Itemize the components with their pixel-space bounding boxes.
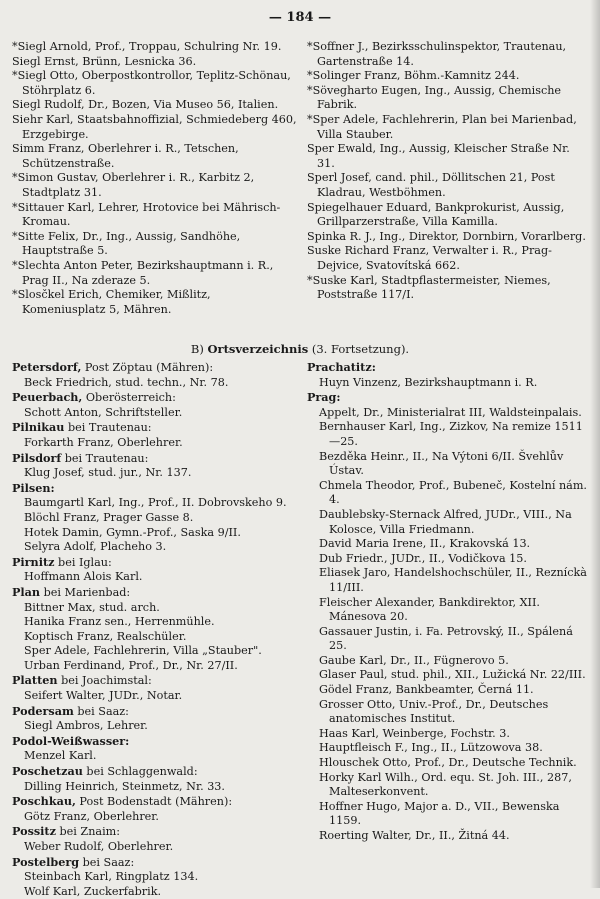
- place-note: Post Zöptau (Mähren):: [84, 361, 214, 374]
- place-note: bei Schlaggenwald:: [86, 765, 198, 779]
- member-entry: Siehr Karl, Staatsbahnoffizial, Schmiedeberg 460, Erzgebirge.: [12, 112, 297, 141]
- member-entry: *Sövegharto Eugen, Ing., Aussig, Chemische Fabrik.: [307, 83, 562, 112]
- resident-entry: Gassauer Justin, i. Fa. Petrovský, II., Spálená 25.: [319, 624, 573, 653]
- resident-entry: Selyra Adolf, Placheho 3.: [24, 540, 167, 554]
- place-name: Possitz: [12, 824, 56, 839]
- place-note: bei Trautenau:: [64, 451, 149, 465]
- member-entry: *Soffner J., Bezirksschulinspektor, Trautenau, Gartenstraße 14.: [307, 40, 567, 68]
- member-list-left: [12, 40, 297, 317]
- place-name: Pirnitz: [12, 554, 55, 569]
- member-entry: *Siegl Arnold, Prof., Troppau, Schulring Nr. 19.: [12, 40, 282, 53]
- resident-entry: Bezděka Heinr., II., Na Výtoni 6/II. Švehlův Ústav.: [319, 449, 564, 478]
- resident-entry: Hoffmann Alois Karl.: [24, 570, 143, 584]
- place-name: Plan: [12, 584, 41, 599]
- resident-entry: Sper Adele, Fachlehrerin, Villa „Stauber".: [24, 644, 262, 658]
- place-heading: [12, 390, 297, 406]
- resident-entry: Bernhauser Karl, Ing., Zizkov, Na remize 1511—25.: [319, 420, 583, 448]
- place-name: Pilsdorf: [12, 450, 62, 465]
- resident-entry: Gaube Karl, Dr., II., Fügnerovo 5.: [319, 653, 509, 667]
- place-index-right: [307, 360, 587, 844]
- place-name: Platten: [12, 673, 58, 688]
- resident-entry: Grosser Otto, Univ.-Prof., Dr., Deutsches anatomisches Institut.: [319, 697, 549, 726]
- resident-entry: Hauptfleisch F., Ing., II., Lützowova 38.: [319, 741, 543, 755]
- resident-entry: Klug Josef, stud. jur., Nr. 137.: [24, 466, 192, 480]
- place-heading: [12, 794, 297, 810]
- resident-entry: Horky Karl Wilh., Ord. equ. St. Joh. III., 287, Malteserkonvent.: [319, 770, 572, 799]
- member-entry: Spiegelhauer Eduard, Bankprokurist, Aussig, Grillparzerstraße, Villa Kamilla.: [307, 200, 565, 229]
- resident-entry: David Maria Irene, II., Krakovská 13.: [319, 537, 531, 551]
- place-note: bei Marienbad:: [43, 585, 131, 599]
- member-entry: *Slechta Anton Peter, Bezirkshauptmann i. R., Prag II., Na zderaze 5.: [12, 258, 274, 287]
- place-note: Oberösterreich:: [85, 391, 176, 405]
- resident-entry: Hanika Franz sen., Herrenmühle.: [24, 615, 215, 629]
- place-name: Postelberg: [12, 854, 80, 869]
- member-entry: *Sittauer Karl, Lehrer, Hrotovice bei Mährisch-Kromau.: [12, 200, 281, 229]
- place-note: bei Joachimstal:: [61, 674, 152, 688]
- resident-entry: Hlouschek Otto, Prof., Dr., Deutsche Technik.: [319, 756, 577, 770]
- place-heading: [12, 360, 297, 376]
- place-name: Podol-Weißwasser:: [12, 733, 130, 748]
- member-entry: *Slosčkel Erich, Chemiker, Mißlitz, Komeniusplatz 5, Mähren.: [12, 288, 211, 316]
- member-entry: Sperl Josef, cand. phil., Döllitschen 21, Post Kladrau, Westböhmen.: [307, 171, 555, 199]
- resident-entry: Roerting Walter, Dr., II., Žitná 44.: [319, 829, 510, 842]
- resident-entry: Blöchl Franz, Prager Gasse 8.: [24, 510, 194, 524]
- resident-entry: Forkarth Franz, Oberlehrer.: [24, 435, 183, 449]
- place-note: bei Iglau:: [58, 555, 112, 569]
- resident-entry: Wolf Karl, Zuckerfabrik.: [24, 884, 162, 898]
- page-number: — 184 —: [268, 10, 332, 25]
- section-letter: B): [190, 342, 204, 356]
- resident-entry: Eliasek Jaro, Handelshochschüler, II., Rezníckà 11/III.: [319, 566, 587, 594]
- place-heading: [307, 390, 587, 406]
- resident-entry: Götz Franz, Oberlehrer.: [24, 809, 159, 823]
- place-heading: [12, 764, 297, 780]
- place-name: Poschkau,: [12, 794, 76, 809]
- resident-entry: Gödel Franz, Bankbeamter, Černá 11.: [319, 683, 534, 697]
- member-entry: *Solinger Franz, Böhm.-Kamnitz 244.: [307, 69, 520, 83]
- resident-entry: Beck Friedrich, stud. techn., Nr. 78.: [24, 375, 229, 389]
- place-heading: [12, 481, 297, 497]
- place-heading: [12, 855, 297, 871]
- member-entry: Siegl Ernst, Brünn, Lesnicka 36.: [12, 54, 197, 68]
- resident-entry: Dub Friedr., JUDr., II., Vodičkova 15.: [319, 551, 527, 565]
- resident-entry: Hoffner Hugo, Major a. D., VII., Bewenska 1159.: [319, 799, 560, 828]
- resident-entry: Weber Rudolf, Oberlehrer.: [24, 840, 174, 853]
- place-name: Petersdorf,: [12, 360, 82, 374]
- place-index-left: [12, 360, 297, 899]
- place-heading: [12, 673, 297, 689]
- member-entry: Spinka R. J., Ing., Direktor, Dornbirn, Vorarlberg.: [307, 229, 586, 243]
- resident-entry: Baumgartl Karl, Ing., Prof., II. Dobrovskeho 9.: [24, 496, 287, 510]
- resident-entry: Seifert Walter, JUDr., Notar.: [24, 689, 183, 703]
- resident-entry: Menzel Karl.: [24, 749, 97, 763]
- page-edge-shadow: [590, 0, 600, 888]
- resident-entry: Schott Anton, Schriftsteller.: [24, 405, 183, 419]
- section-heading: [0, 342, 600, 356]
- member-entry: *Sitte Felix, Dr., Ing., Aussig, Sandhöhe, Hauptstraße 5.: [12, 229, 241, 258]
- member-list-right: [307, 40, 587, 303]
- resident-entry: Fleischer Alexander, Bankdirektor, XII. Mánesova 20.: [319, 595, 540, 624]
- resident-entry: Appelt, Dr., Ministerialrat III, Waldsteinpalais.: [319, 405, 582, 419]
- section-note: (3. Fortsetzung).: [311, 342, 410, 356]
- place-heading: [12, 734, 297, 750]
- member-entry: *Siegl Otto, Oberpostkontrollor, Teplitz-Schönau, Stöhrplatz 6.: [12, 69, 291, 97]
- place-note: Post Bodenstadt (Mähren):: [79, 795, 233, 809]
- place-heading: [307, 360, 587, 376]
- resident-entry: Chmela Theodor, Prof., Bubeneč, Kostelní nám. 4.: [319, 478, 587, 507]
- place-heading: [12, 451, 297, 467]
- place-note: bei Saaz:: [77, 704, 129, 718]
- resident-entry: Hotek Damin, Gymn.-Prof., Saska 9/II.: [24, 525, 241, 539]
- place-name: Peuerbach,: [12, 390, 83, 405]
- member-entry: *Simon Gustav, Oberlehrer i. R., Karbitz 2, Stadtplatz 31.: [12, 171, 255, 199]
- member-entry: *Sper Adele, Fachlehrerin, Plan bei Marienbad, Villa Stauber.: [307, 112, 577, 141]
- resident-entry: Dilling Heinrich, Steinmetz, Nr. 33.: [24, 779, 225, 793]
- place-name: Prag:: [307, 390, 341, 405]
- resident-entry: Koptisch Franz, Realschüler.: [24, 629, 187, 643]
- member-entry: *Suske Karl, Stadtpflastermeister, Niemes, Poststraße 117/I.: [307, 273, 551, 302]
- place-heading: [12, 704, 297, 720]
- resident-entry: Daublebsky-Sternack Alfred, JUDr., VIII., Na Kolosce, Villa Friedmann.: [319, 507, 572, 536]
- member-entry: Sper Ewald, Ing., Aussig, Kleischer Straße Nr. 31.: [307, 142, 570, 170]
- place-name: Poschetzau: [12, 764, 83, 779]
- resident-entry: Siegl Ambros, Lehrer.: [24, 719, 148, 733]
- resident-entry: Haas Karl, Weinberge, Fochstr. 3.: [319, 726, 510, 740]
- member-entry: Simm Franz, Oberlehrer i. R., Tetschen, Schützenstraße.: [12, 142, 239, 170]
- place-note: bei Saaz:: [82, 855, 135, 869]
- place-note: bei Znaim:: [59, 825, 121, 839]
- place-name: Podersam: [12, 703, 74, 718]
- place-heading: [12, 585, 297, 601]
- place-name: Pilnikau: [12, 420, 65, 435]
- place-heading: [12, 420, 297, 436]
- place-name: Prachatitz:: [307, 360, 376, 374]
- resident-entry: Bittner Max, stud. arch.: [24, 600, 160, 614]
- member-entry: Siegl Rudolf, Dr., Bozen, Via Museo 56, Italien.: [12, 98, 279, 112]
- place-name: Pilsen:: [12, 480, 55, 495]
- member-entry: Suske Richard Franz, Verwalter i. R., Prag-Dejvice, Svatovítská 662.: [307, 244, 552, 272]
- section-title: Ortsverzeichnis: [207, 342, 309, 356]
- resident-entry: Glaser Paul, stud. phil., XII., Lužická Nr. 22/III.: [319, 668, 586, 682]
- place-note: bei Trautenau:: [68, 421, 152, 435]
- resident-entry: Steinbach Karl, Ringplatz 134.: [24, 870, 199, 884]
- place-heading: [12, 555, 297, 571]
- resident-entry: Urban Ferdinand, Prof., Dr., Nr. 27/II.: [24, 658, 238, 672]
- place-heading: [12, 824, 297, 840]
- resident-entry: Huyn Vinzenz, Bezirkshauptmann i. R.: [319, 375, 538, 389]
